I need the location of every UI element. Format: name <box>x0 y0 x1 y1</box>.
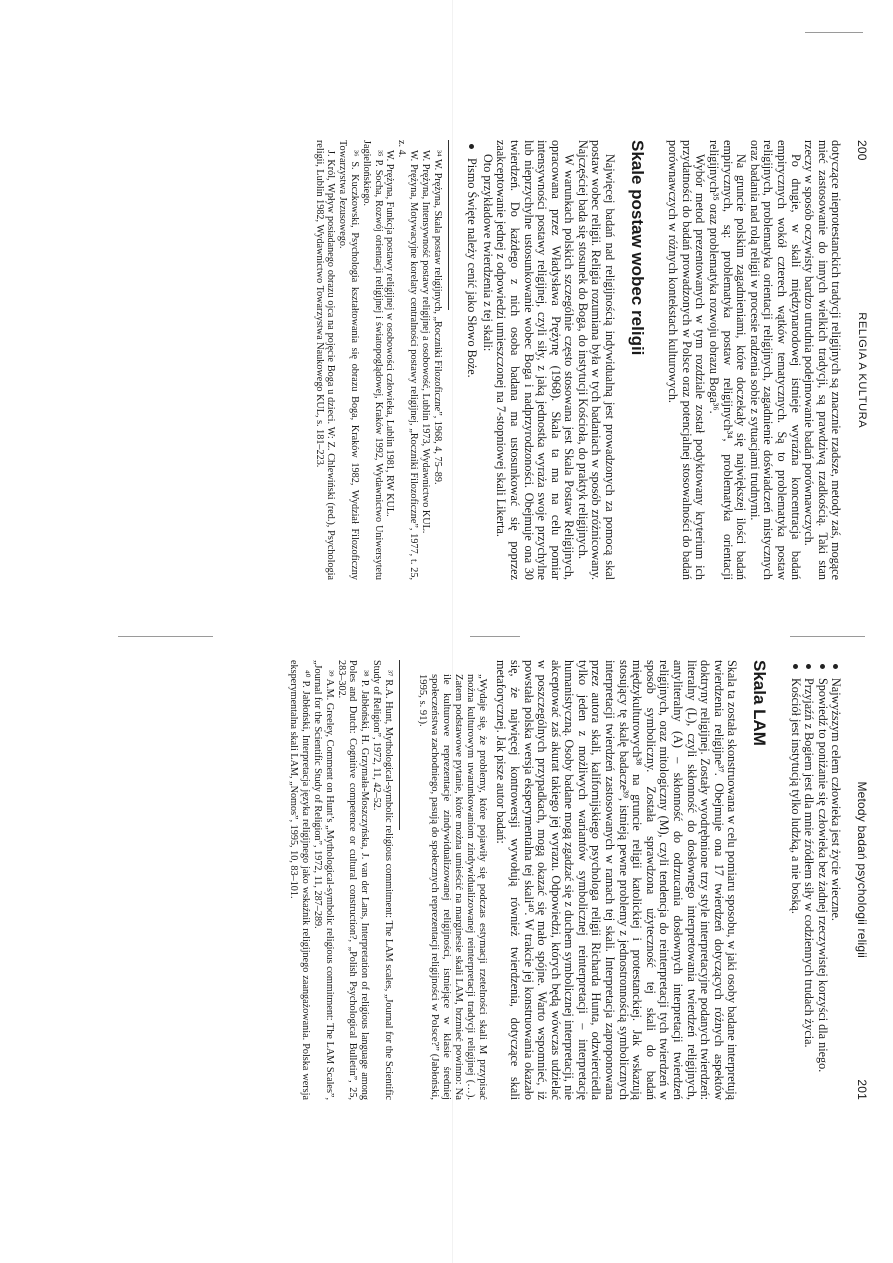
bullet-text: Kościół jest instytucją tylko ludzką, a nie boską. <box>788 678 803 914</box>
right-page <box>288 660 868 1100</box>
bullet-icon <box>833 664 838 669</box>
left-bullet-list <box>465 140 479 580</box>
scan-mark-middle-left <box>118 636 213 637</box>
right-bullet-list <box>788 660 842 1100</box>
footnote: ³⁶ S. Kuczkowski, Psychologia kształtowania się obrazu Boga, Kraków 1982, Wydział Filozoficzny Towarzystwa Jezusowego. <box>337 140 360 580</box>
bullet-text: Przyjaźń z Bogiem jest dla mnie źródłem siły w codziennych trudach życia. <box>802 678 817 1048</box>
left-page-header <box>854 140 868 580</box>
footnote: ³⁵ P. Socha, Rozwój orientacji religijnej i światopoglądowej, Kraków 1992, Wydawnictwo Uniwersytetu Jagiellońskiego. <box>360 140 384 580</box>
bullet-icon <box>820 664 825 669</box>
running-head-right: Metody badań psychologii religii <box>855 781 869 958</box>
block-quote: „Wydaje się, że problemy, które pojawiły się podczas estymacji rzetelności skali M przypisać można kulturowym uwarunkowaniom zindywidualizowanej reinterpretacji tradycji religijnej (…). Zatem podstawowe pytanie, które można umieścić na marginesie skali LAM, brzmieć powinno: Na ile kulturowe reprezentacje zindywidualizowanej religijności, istniejące w klasie średniej społeczeństwa zachodniego, pasują do społecznych reprezentacji religijności w Polsce?” (Jabłoński, 1995, s. 91). <box>416 674 488 1100</box>
bullet-text: Pismo Święte należy cenić jako Słowo Boże. <box>465 158 480 378</box>
paragraph: Na gruncie polskim zagadnieniami, które doczekały się największej ilości badań empirycznych, są: problematyka postaw religijnych³⁴, problematyka orientacji religijnych³⁵ oraz problematyka rozwoju obrazu Boga³⁶. <box>707 140 749 580</box>
footnote: W. Prężyna, Intensywność postawy religijnej a osobowość, Lublin 1973, Wydawnictwo KUL. <box>419 150 431 534</box>
scan-mark-top <box>805 32 863 33</box>
scan-mark-middle <box>470 636 520 637</box>
footnote: J. Król, Wpływ posiadanego obrazu ojca na pojęcie Boga u dzieci. W: Z. Chlewiński (red.), Psychologia religii, Lublin 1982, Wydawnictwo Towarzystwa Naukowego KUL, s. 181–223. <box>313 140 337 580</box>
paragraph: Skala ta została skonstruowana w celu pomiaru sposobu, w jaki osoby badane interpretują twierdzenia religijne³⁷. Obejmuje ona 17 twierdzeń dotyczących różnych aspektów doktryny religijnej. Zostały wyodrębnione trzy style interpretacyjne podanych twierdzeń: literalny (L), czyli skłonność do dosłownego interpretowania twierdzeń religijnych, antyliteralny (A) – skłonność do odrzucania dosłownych interpretacji twierdzeń religijnych, oraz mitologiczny (M), czyli tendencja do reinterpretacji tych twierdzeń w sposób symboliczny. Została sprawdzona użyteczność tej skali do badań międzykulturowych³⁸ na gruncie religii katolickiej i protestanckiej. Jak wskazują stosujący tę skalę badacze³⁹, istnieją pewne problemy z jednostronnością symbolicznych interpretacji twierdzeń zastosowanych w ramach tej skali. Interpretacja zaproponowana przez autora skali, kalifornijskiego psychologa religii Richarda Hunta, odzwierciedla tylko jeden z możliwych wariantów symbolicznej reinterpretacji – interpretację humanistyczną. Osoby badane mogą zgadzać się z duchem symbolicznej interpretacji, nie akceptować zaś akurat takiego jej wyrazu. Odpowiedzi, których będą wówczas udzielać w poszczególnych przypadkach, mogą okazać się mało spójne. Warto wspomnieć, iż powstała polska wersja eksperymentalna tej skali⁴⁰. W trakcie jej konstruowania okazało się, że najwięcej kontrowersji wywołują również twierdzenia, dotyczące skali metaforycznej. Jak pisze autor badań: <box>494 660 740 1100</box>
bullet-item <box>815 678 829 1100</box>
scan-mark-middle-right <box>790 636 865 637</box>
section-heading: Skale postaw wobec religii <box>627 140 647 356</box>
right-body-text <box>494 660 739 1100</box>
footnote: ³⁸ P. Jabłoński, H. Grzymała-Moszczyńska, J. van der Lans, Interpretation of religious language among Poles and Dutch: Cognitive competence or cultural construction?, „Polish Psychological Bulletin”, 25, 283–302. <box>335 660 371 1100</box>
right-footnotes <box>288 660 394 1100</box>
paragraph: Najwięcej badań nad religijnością indywidualną jest prowadzonych za pomocą skal postaw wobec religii. Religia rozumiana była w tych badaniach w sposób zróżnicowany. Najczęściej bada się stosunek do Boga, do instytucji Kościoła, do praktyk religijnych. <box>575 140 618 580</box>
bullet-item <box>802 678 816 1100</box>
footnote: W. Prężyna, Motywacyjne korelaty centralności postawy religijnej, „Roczniki Filozoficzne”, 1977, t. 25, z. 4. <box>396 140 419 580</box>
footnote: ⁴⁰ P. Jabłoński, Interpretacja języka religijnego jako wskaźnik religijnego zaangażowania. Polska wersja eksperymentalna skali LAM, „Nomos”, 1995, 10, 83–101. <box>288 660 312 1100</box>
bullet-item <box>465 158 479 580</box>
paragraph: W warunkach polskich szczególnie często stosowana jest Skala Postaw Religijnych, opracowana przez Władysława Prężynę (1968). Skala ta ma na celu pomiar intensywności postawy religijnej, czyli siły, z jaką jednostka wyraża swoje przychylne lub nieprzychylne ustosunkowanie wobec Boga i nadprzyrodzoności. Obejmuje ona 30 twierdzeń. Do każdego z nich osoba badana ma ustosunkować się poprzez zaakceptowanie jednej z odpowiedzi umieszczonej na 7-stopniowej skali Likerta. <box>494 140 577 580</box>
footnote: ³⁹ A.M. Greeley, Comment on Hunt’s „Mythological-symbolic religious commitment: The LAM Scales”, „Journal for the Scientific Study of Religion”, 1972, 11, 287–289. <box>311 660 335 1100</box>
bullet-icon <box>793 664 798 669</box>
bullet-icon <box>469 144 474 149</box>
page-number-right: 201 <box>855 1079 869 1100</box>
paragraph: Po drugie, w skali międzynarodowej istnieje wyraźna koncentracja badań empirycznych wokół czterech wątków tematycznych. Są to problematyka postaw religijnych, problematyka orientacji religijnych, zagadnienie doświadczeń mistycznych oraz badania nad rolą religii w procesie radzenia sobie z sytuacjami trudnymi. <box>747 140 803 580</box>
left-page <box>313 140 868 580</box>
left-section-text <box>480 140 616 580</box>
bullet-item <box>829 678 843 1100</box>
running-head: RELIGIA A KULTURA <box>856 312 868 429</box>
footnote: W. Prężyna, Funkcja postawy religijnej w osobowości człowieka, Lublin 1981, RW KUL. <box>384 150 396 517</box>
paragraph: dotyczące nieprotestanckich tradycji religijnych są znacznie rzadsze, metody zaś, mogące mieć zastosowanie do innych wielkich tradycji, są prawdziwą rzadkością. Taki stan rzeczy w sposób oczywisty bardzo utrudnia podejmowanie badań porównawczych. <box>802 140 844 580</box>
footnote-rule-right <box>399 660 400 830</box>
left-footnotes <box>313 140 443 580</box>
page-number: 200 <box>855 140 869 161</box>
paragraph: Wybór metod prezentowanych w tym rozdziale został podyktowany kryterium ich przydatności do badań prowadzonych w Polsce oraz potencjalnej stosowalności do badań porównawczych w różnych kontekstach kulturowych. <box>666 140 708 580</box>
footnote: ³⁴ W. Prężyna, Skala postaw religijnych, „Roczniki Filozoficzne”, 1968, 4, 75–89. <box>431 150 443 485</box>
footnote: ³⁷ R.A. Hunt, Mythological-symbolic religious commitment: The LAM scales, „Journal for the Scientific Study of Religion”, 1972, 11, 42–52. <box>370 660 394 1100</box>
bullet-icon <box>806 664 811 669</box>
left-intro-text <box>666 140 843 580</box>
right-page-header <box>854 660 868 1100</box>
bullet-text: Spowiedź to poniżanie się człowieka bez żadnej rzeczywistej korzyści dla niego. <box>815 678 830 1073</box>
paragraph: Oto przykładowe twierdzenia z tej skali: <box>480 154 495 352</box>
bullet-item <box>788 678 802 1100</box>
section-heading-lam: Skala LAM <box>750 660 770 746</box>
footnote-rule <box>448 140 449 310</box>
bullet-text: Najwyższym celem człowieka jest życie wieczne. <box>829 678 844 921</box>
